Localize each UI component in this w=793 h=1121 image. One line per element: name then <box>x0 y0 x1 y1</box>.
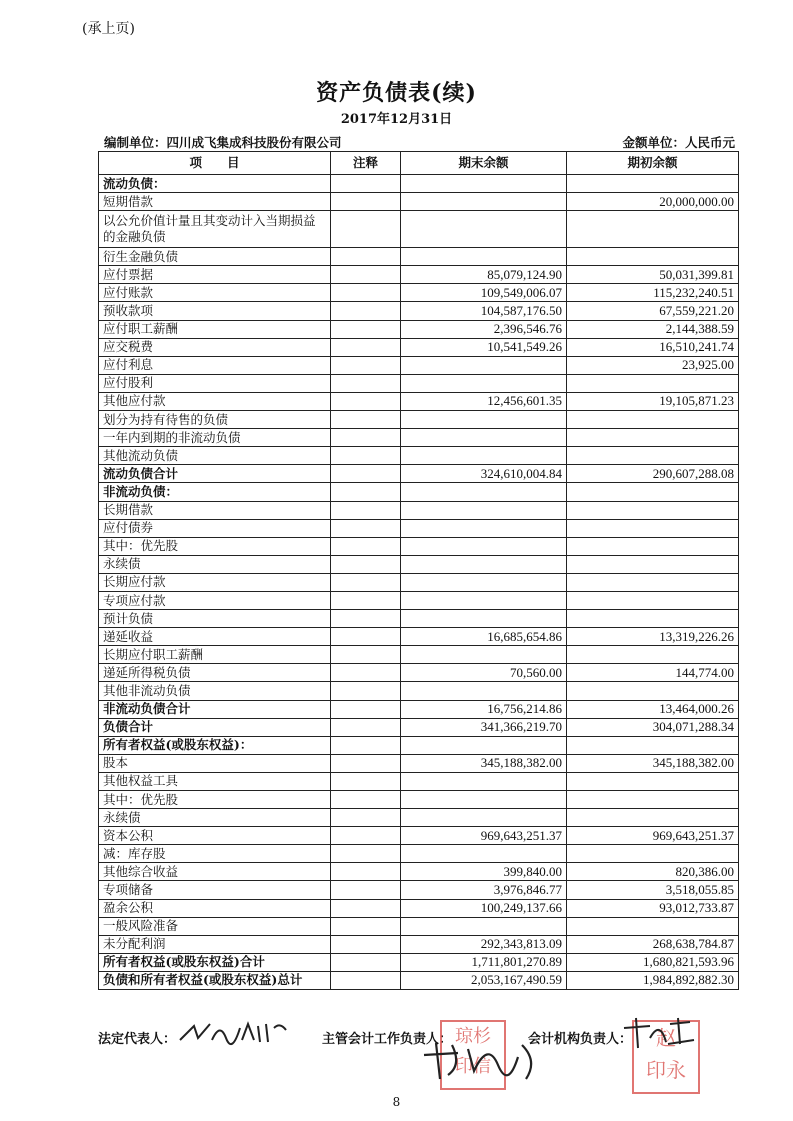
row-item-label: 递延收益 <box>99 628 331 646</box>
accounting-dept-head-signature <box>620 1014 700 1054</box>
row-item-label: 其他非流动负债 <box>99 682 331 700</box>
table-row <box>99 736 739 754</box>
row-item-label: 资本公积 <box>99 827 331 845</box>
row-end-balance <box>401 845 567 863</box>
row-note <box>331 429 401 447</box>
row-note <box>331 881 401 899</box>
table-row <box>99 411 739 429</box>
table-row <box>99 863 739 881</box>
row-note <box>331 682 401 700</box>
table-row <box>99 682 739 700</box>
row-begin-balance <box>567 646 739 664</box>
table-row <box>99 809 739 827</box>
row-note <box>331 935 401 953</box>
row-end-balance <box>401 573 567 591</box>
row-note <box>331 628 401 646</box>
row-item-label: 衍生金融负债 <box>99 248 331 266</box>
row-end-balance <box>401 211 567 248</box>
table-row <box>99 320 739 338</box>
table-row <box>99 266 739 284</box>
row-note <box>331 953 401 971</box>
prepared-by: 编制单位：四川成飞集成科技股份有限公司 <box>104 135 342 150</box>
row-note <box>331 610 401 628</box>
row-end-balance <box>401 501 567 519</box>
row-note <box>331 899 401 917</box>
row-item-label: 永续债 <box>99 809 331 827</box>
row-item-label: 其中：优先股 <box>99 791 331 809</box>
row-end-balance: 3,976,846.77 <box>401 881 567 899</box>
row-begin-balance: 290,607,288.08 <box>567 465 739 483</box>
row-end-balance <box>401 646 567 664</box>
row-begin-balance: 20,000,000.00 <box>567 193 739 211</box>
row-item-label: 应付债券 <box>99 519 331 537</box>
header-item: 项 目 <box>99 152 331 175</box>
legal-representative-signature <box>176 1018 296 1048</box>
row-note <box>331 519 401 537</box>
row-begin-balance <box>567 845 739 863</box>
accounting-head-signature <box>418 1035 548 1085</box>
table-header-row <box>99 152 739 175</box>
row-note <box>331 392 401 410</box>
row-item-label: 其他权益工具 <box>99 772 331 790</box>
row-begin-balance <box>567 447 739 465</box>
row-begin-balance <box>567 809 739 827</box>
accounting-dept-head-stamp: 赵 印永 <box>632 1020 700 1094</box>
row-note <box>331 266 401 284</box>
row-begin-balance: 144,774.00 <box>567 664 739 682</box>
row-begin-balance <box>567 537 739 555</box>
row-note <box>331 573 401 591</box>
row-note <box>331 175 401 193</box>
row-begin-balance <box>567 682 739 700</box>
row-end-balance <box>401 447 567 465</box>
row-end-balance: 10,541,549.26 <box>401 338 567 356</box>
table-row <box>99 700 739 718</box>
continued-from-previous-page: (承上页) <box>82 21 135 37</box>
row-end-balance <box>401 682 567 700</box>
row-item-label: 以公允价值计量且其变动计入当期损益的金融负债 <box>99 211 331 248</box>
row-begin-balance <box>567 429 739 447</box>
table-row <box>99 555 739 573</box>
row-item-label: 所有者权益(或股东权益)合计 <box>99 953 331 971</box>
row-note <box>331 827 401 845</box>
row-end-balance <box>401 610 567 628</box>
row-note <box>331 555 401 573</box>
accounting-head-stamp: 琼杉 印信 <box>440 1020 506 1090</box>
row-begin-balance <box>567 519 739 537</box>
row-begin-balance <box>567 573 739 591</box>
row-note <box>331 736 401 754</box>
row-end-balance: 100,249,137.66 <box>401 899 567 917</box>
row-begin-balance <box>567 248 739 266</box>
row-note <box>331 248 401 266</box>
row-note <box>331 971 401 989</box>
row-item-label: 预计负债 <box>99 610 331 628</box>
row-end-balance <box>401 591 567 609</box>
row-item-label: 其中：优先股 <box>99 537 331 555</box>
row-note <box>331 845 401 863</box>
row-item-label: 永续债 <box>99 555 331 573</box>
table-row <box>99 827 739 845</box>
row-note <box>331 501 401 519</box>
row-begin-balance: 345,188,382.00 <box>567 754 739 772</box>
row-begin-balance: 19,105,871.23 <box>567 392 739 410</box>
table-row <box>99 193 739 211</box>
row-end-balance <box>401 917 567 935</box>
row-begin-balance <box>567 374 739 392</box>
table-row <box>99 429 739 447</box>
table-row <box>99 899 739 917</box>
table-row <box>99 917 739 935</box>
row-note <box>331 772 401 790</box>
table-row <box>99 628 739 646</box>
row-begin-balance: 3,518,055.85 <box>567 881 739 899</box>
row-end-balance <box>401 175 567 193</box>
row-end-balance <box>401 555 567 573</box>
row-item-label: 应付职工薪酬 <box>99 320 331 338</box>
row-end-balance: 109,549,006.07 <box>401 284 567 302</box>
header-end-balance: 期末余额 <box>401 152 567 175</box>
row-note <box>331 193 401 211</box>
row-item-label: 应付账款 <box>99 284 331 302</box>
table-row <box>99 519 739 537</box>
row-item-label: 预收款项 <box>99 302 331 320</box>
row-item-label: 盈余公积 <box>99 899 331 917</box>
row-begin-balance <box>567 736 739 754</box>
table-row <box>99 447 739 465</box>
table-row <box>99 881 739 899</box>
row-note <box>331 411 401 429</box>
row-end-balance: 85,079,124.90 <box>401 266 567 284</box>
row-begin-balance <box>567 591 739 609</box>
row-note <box>331 302 401 320</box>
row-begin-balance: 820,386.00 <box>567 863 739 881</box>
row-end-balance <box>401 809 567 827</box>
row-item-label: 其他应付款 <box>99 392 331 410</box>
table-row <box>99 392 739 410</box>
table-row <box>99 465 739 483</box>
row-note <box>331 591 401 609</box>
row-begin-balance: 304,071,288.34 <box>567 718 739 736</box>
row-item-label: 应交税费 <box>99 338 331 356</box>
row-end-balance: 1,711,801,270.89 <box>401 953 567 971</box>
page-number: 8 <box>392 1095 401 1109</box>
row-item-label: 递延所得税负债 <box>99 664 331 682</box>
row-begin-balance <box>567 917 739 935</box>
row-end-balance: 324,610,004.84 <box>401 465 567 483</box>
header-begin-balance: 期初余额 <box>567 152 739 175</box>
row-note <box>331 338 401 356</box>
row-item-label: 股本 <box>99 754 331 772</box>
row-note <box>331 917 401 935</box>
row-begin-balance: 16,510,241.74 <box>567 338 739 356</box>
table-row <box>99 302 739 320</box>
row-end-balance: 399,840.00 <box>401 863 567 881</box>
row-end-balance: 969,643,251.37 <box>401 827 567 845</box>
row-item-label: 应付股利 <box>99 374 331 392</box>
row-begin-balance: 93,012,733.87 <box>567 899 739 917</box>
table-row <box>99 754 739 772</box>
row-begin-balance <box>567 211 739 248</box>
row-item-label: 流动负债合计 <box>99 465 331 483</box>
row-note <box>331 664 401 682</box>
table-row <box>99 791 739 809</box>
table-row <box>99 610 739 628</box>
row-item-label: 应付票据 <box>99 266 331 284</box>
row-end-balance <box>401 374 567 392</box>
row-item-label: 所有者权益(或股东权益)： <box>99 736 331 754</box>
row-note <box>331 356 401 374</box>
table-row <box>99 175 739 193</box>
table-row <box>99 537 739 555</box>
row-end-balance: 12,456,601.35 <box>401 392 567 410</box>
table-row <box>99 772 739 790</box>
row-note <box>331 320 401 338</box>
row-begin-balance: 13,464,000.26 <box>567 700 739 718</box>
row-begin-balance <box>567 610 739 628</box>
header-note: 注释 <box>331 152 401 175</box>
row-end-balance: 292,343,813.09 <box>401 935 567 953</box>
row-end-balance <box>401 483 567 501</box>
row-end-balance <box>401 193 567 211</box>
row-item-label: 长期应付款 <box>99 573 331 591</box>
table-row <box>99 591 739 609</box>
row-end-balance <box>401 772 567 790</box>
row-note <box>331 754 401 772</box>
row-begin-balance <box>567 483 739 501</box>
row-item-label: 专项储备 <box>99 881 331 899</box>
row-end-balance: 104,587,176.50 <box>401 302 567 320</box>
row-item-label: 长期应付职工薪酬 <box>99 646 331 664</box>
row-item-label: 其他综合收益 <box>99 863 331 881</box>
row-item-label: 未分配利润 <box>99 935 331 953</box>
accounting-head-label: 主管会计工作负责人： <box>322 1032 453 1047</box>
row-item-label: 非流动负债： <box>99 483 331 501</box>
row-begin-balance: 1,680,821,593.96 <box>567 953 739 971</box>
table-row <box>99 935 739 953</box>
row-begin-balance: 1,984,892,882.30 <box>567 971 739 989</box>
row-begin-balance <box>567 772 739 790</box>
row-note <box>331 700 401 718</box>
table-row <box>99 953 739 971</box>
row-end-balance: 2,396,546.76 <box>401 320 567 338</box>
row-note <box>331 718 401 736</box>
table-row <box>99 483 739 501</box>
row-end-balance <box>401 411 567 429</box>
row-item-label: 划分为持有待售的负债 <box>99 411 331 429</box>
balance-sheet-table <box>98 151 739 990</box>
statement-title: 资产负债表(续) <box>316 80 477 106</box>
row-begin-balance: 969,643,251.37 <box>567 827 739 845</box>
row-end-balance: 345,188,382.00 <box>401 754 567 772</box>
row-end-balance <box>401 356 567 374</box>
table-row <box>99 664 739 682</box>
row-note <box>331 791 401 809</box>
table-row <box>99 284 739 302</box>
statement-date: 2017年12月31日 <box>340 112 453 127</box>
row-begin-balance: 2,144,388.59 <box>567 320 739 338</box>
legal-representative-label: 法定代表人： <box>98 1032 177 1047</box>
table-row <box>99 374 739 392</box>
row-item-label: 非流动负债合计 <box>99 700 331 718</box>
row-item-label: 长期借款 <box>99 501 331 519</box>
row-end-balance <box>401 248 567 266</box>
row-end-balance <box>401 736 567 754</box>
row-begin-balance: 13,319,226.26 <box>567 628 739 646</box>
row-item-label: 一般风险准备 <box>99 917 331 935</box>
row-begin-balance: 50,031,399.81 <box>567 266 739 284</box>
row-note <box>331 646 401 664</box>
row-begin-balance <box>567 555 739 573</box>
row-note <box>331 284 401 302</box>
table-row <box>99 718 739 736</box>
table-row <box>99 501 739 519</box>
currency-unit: 金额单位：人民币元 <box>622 135 735 150</box>
table-row <box>99 211 739 248</box>
row-end-balance: 16,685,654.86 <box>401 628 567 646</box>
table-row <box>99 338 739 356</box>
row-begin-balance <box>567 791 739 809</box>
row-note <box>331 863 401 881</box>
row-end-balance <box>401 537 567 555</box>
row-begin-balance <box>567 411 739 429</box>
table-row <box>99 356 739 374</box>
row-begin-balance: 268,638,784.87 <box>567 935 739 953</box>
row-item-label: 负债合计 <box>99 718 331 736</box>
row-note <box>331 465 401 483</box>
row-item-label: 专项应付款 <box>99 591 331 609</box>
row-end-balance <box>401 429 567 447</box>
row-note <box>331 447 401 465</box>
row-item-label: 减：库存股 <box>99 845 331 863</box>
accounting-dept-head-label: 会计机构负责人： <box>528 1032 633 1047</box>
table-row <box>99 971 739 989</box>
table-row <box>99 646 739 664</box>
row-note <box>331 483 401 501</box>
row-begin-balance <box>567 501 739 519</box>
row-end-balance: 70,560.00 <box>401 664 567 682</box>
row-begin-balance <box>567 175 739 193</box>
row-item-label: 流动负债： <box>99 175 331 193</box>
row-end-balance <box>401 519 567 537</box>
row-item-label: 应付利息 <box>99 356 331 374</box>
row-end-balance: 16,756,214.86 <box>401 700 567 718</box>
row-note <box>331 537 401 555</box>
row-begin-balance: 115,232,240.51 <box>567 284 739 302</box>
row-item-label: 负债和所有者权益(或股东权益)总计 <box>99 971 331 989</box>
row-begin-balance: 23,925.00 <box>567 356 739 374</box>
row-end-balance: 2,053,167,490.59 <box>401 971 567 989</box>
row-item-label: 其他流动负债 <box>99 447 331 465</box>
row-note <box>331 809 401 827</box>
row-begin-balance: 67,559,221.20 <box>567 302 739 320</box>
row-end-balance: 341,366,219.70 <box>401 718 567 736</box>
row-item-label: 一年内到期的非流动负债 <box>99 429 331 447</box>
row-end-balance <box>401 791 567 809</box>
row-note <box>331 211 401 248</box>
row-note <box>331 374 401 392</box>
row-item-label: 短期借款 <box>99 193 331 211</box>
table-row <box>99 573 739 591</box>
table-row <box>99 248 739 266</box>
table-row <box>99 845 739 863</box>
